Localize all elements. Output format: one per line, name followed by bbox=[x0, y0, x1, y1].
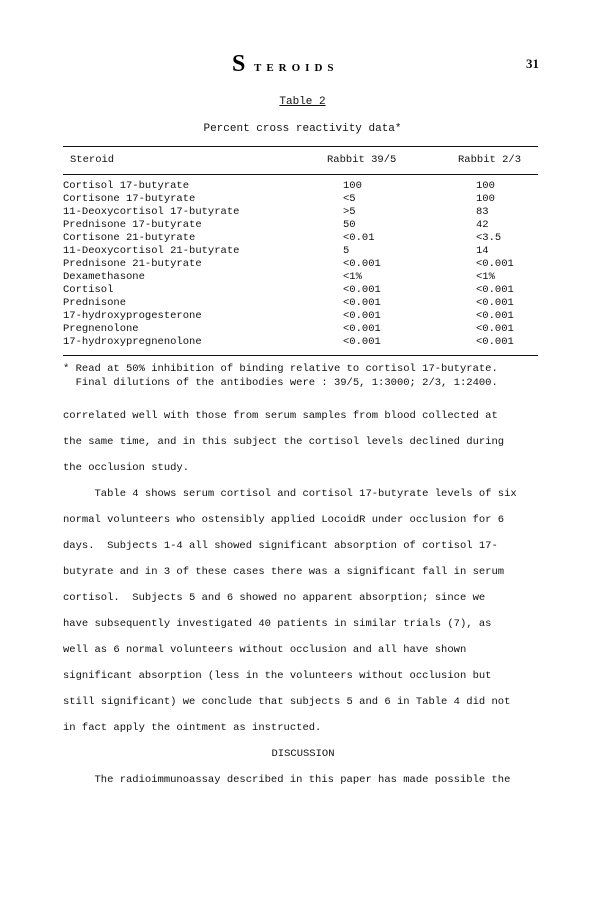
cell-steroid: 17-hydroxypregnenolone bbox=[63, 336, 202, 348]
page-number: 31 bbox=[526, 56, 539, 71]
cell-rabbit-39-5: <0.001 bbox=[343, 310, 381, 322]
table-caption: Percent cross reactivity data* bbox=[203, 123, 402, 135]
text-line: have subsequently investigated 40 patients in similar trials (7), as bbox=[63, 618, 492, 630]
cell-steroid: Cortisone 21-butyrate bbox=[63, 232, 196, 244]
cell-steroid: Cortisone 17-butyrate bbox=[63, 193, 196, 205]
table-top-rule bbox=[63, 146, 538, 147]
svg-text:S: S bbox=[232, 52, 246, 74]
text-line: still significant) we conclude that subjects 5 and 6 in Table 4 did not bbox=[63, 696, 511, 708]
cell-rabbit-39-5: <0.001 bbox=[343, 336, 381, 348]
cell-rabbit-39-5: <1% bbox=[343, 271, 362, 283]
cell-steroid: Prednisone 21-butyrate bbox=[63, 258, 202, 270]
col-header-steroid: Steroid bbox=[70, 154, 115, 166]
cell-rabbit-2-3: <1% bbox=[476, 271, 495, 283]
cell-rabbit-2-3: <0.001 bbox=[476, 284, 514, 296]
text-line: days. Subjects 1-4 all showed significant absorption of cortisol 17- bbox=[63, 540, 498, 552]
cell-rabbit-2-3: <0.001 bbox=[476, 323, 514, 335]
cell-steroid: 11-Deoxycortisol 21-butyrate bbox=[63, 245, 240, 257]
table-title: Table 2 bbox=[279, 96, 326, 108]
table-row bbox=[0, 193, 605, 206]
text-line: butyrate and in 3 of these cases there was a significant fall in serum bbox=[63, 566, 505, 578]
cell-rabbit-39-5: <0.001 bbox=[343, 323, 381, 335]
table-row bbox=[0, 219, 605, 232]
cell-rabbit-2-3: 42 bbox=[476, 219, 489, 231]
cell-steroid: Prednisone bbox=[63, 297, 127, 309]
cell-rabbit-2-3: <0.001 bbox=[476, 310, 514, 322]
cell-rabbit-39-5: 100 bbox=[343, 180, 362, 192]
cell-steroid: Cortisol bbox=[63, 284, 114, 296]
body-text bbox=[63, 403, 543, 793]
text-line: The radioimmunoassay described in this paper has made possible the bbox=[63, 774, 511, 786]
cell-steroid: Dexamethasone bbox=[63, 271, 145, 283]
table-row bbox=[0, 297, 605, 310]
journal-logo bbox=[232, 52, 372, 74]
cell-rabbit-2-3: <0.001 bbox=[476, 258, 514, 270]
cell-rabbit-39-5: >5 bbox=[343, 206, 356, 218]
table-row bbox=[0, 310, 605, 323]
cell-rabbit-2-3: 14 bbox=[476, 245, 489, 257]
text-line: Table 4 shows serum cortisol and cortisol 17-butyrate levels of six bbox=[63, 488, 517, 500]
running-header bbox=[0, 52, 605, 74]
table-row bbox=[0, 180, 605, 193]
cell-rabbit-2-3: <0.001 bbox=[476, 336, 514, 348]
table-row bbox=[0, 245, 605, 258]
col-header-rabbit-39-5: Rabbit 39/5 bbox=[327, 154, 397, 166]
text-line: in fact apply the ointment as instructed. bbox=[63, 722, 322, 734]
cell-rabbit-2-3: 100 bbox=[476, 180, 495, 192]
cell-steroid: Pregnenolone bbox=[63, 323, 139, 335]
text-line: the same time, and in this subject the cortisol levels declined during bbox=[63, 436, 505, 448]
cell-rabbit-2-3: 83 bbox=[476, 206, 489, 218]
section-heading: DISCUSSION bbox=[271, 748, 335, 760]
table-header-rule bbox=[63, 174, 538, 175]
cell-rabbit-39-5: <0.01 bbox=[343, 232, 375, 244]
table-footnote: * Read at 50% inhibition of binding relative to cortisol 17-butyrate. Final dilutions of the antibodies were : 39/5, 1:3000; 2/3, 1:2400. bbox=[63, 363, 498, 389]
cell-rabbit-39-5: <0.001 bbox=[343, 284, 381, 296]
cell-rabbit-2-3: <3.5 bbox=[476, 232, 502, 244]
cell-rabbit-39-5: 50 bbox=[343, 219, 356, 231]
cell-rabbit-2-3: <0.001 bbox=[476, 297, 514, 309]
table-row bbox=[0, 284, 605, 297]
cell-steroid: 11-Deoxycortisol 17-butyrate bbox=[63, 206, 240, 218]
cell-steroid: 17-hydroxyprogesterone bbox=[63, 310, 202, 322]
cell-rabbit-39-5: <0.001 bbox=[343, 297, 381, 309]
cell-rabbit-2-3: 100 bbox=[476, 193, 495, 205]
cell-steroid: Prednisone 17-butyrate bbox=[63, 219, 202, 231]
cell-rabbit-39-5: <0.001 bbox=[343, 258, 381, 270]
text-line: cortisol. Subjects 5 and 6 showed no apparent absorption; since we bbox=[63, 592, 486, 604]
table-row bbox=[0, 336, 605, 349]
table-row bbox=[0, 258, 605, 271]
svg-text:TEROIDS: TEROIDS bbox=[254, 62, 339, 74]
table-row bbox=[0, 232, 605, 245]
text-line: the occlusion study. bbox=[63, 462, 190, 474]
col-header-rabbit-2-3: Rabbit 2/3 bbox=[458, 154, 522, 166]
cell-rabbit-39-5: <5 bbox=[343, 193, 356, 205]
text-line: well as 6 normal volunteers without occlusion and all have shown bbox=[63, 644, 467, 656]
cell-rabbit-39-5: 5 bbox=[343, 245, 350, 257]
table-row bbox=[0, 323, 605, 336]
text-line: normal volunteers who ostensibly applied LocoidR under occlusion for 6 bbox=[63, 514, 505, 526]
table-bottom-rule bbox=[63, 355, 538, 356]
cell-steroid: Cortisol 17-butyrate bbox=[63, 180, 190, 192]
text-line: significant absorption (less in the volunteers without occlusion but bbox=[63, 670, 492, 682]
table-body bbox=[0, 180, 605, 349]
text-line: correlated well with those from serum samples from blood collected at bbox=[63, 410, 498, 422]
table-row bbox=[0, 271, 605, 284]
table-row bbox=[0, 206, 605, 219]
